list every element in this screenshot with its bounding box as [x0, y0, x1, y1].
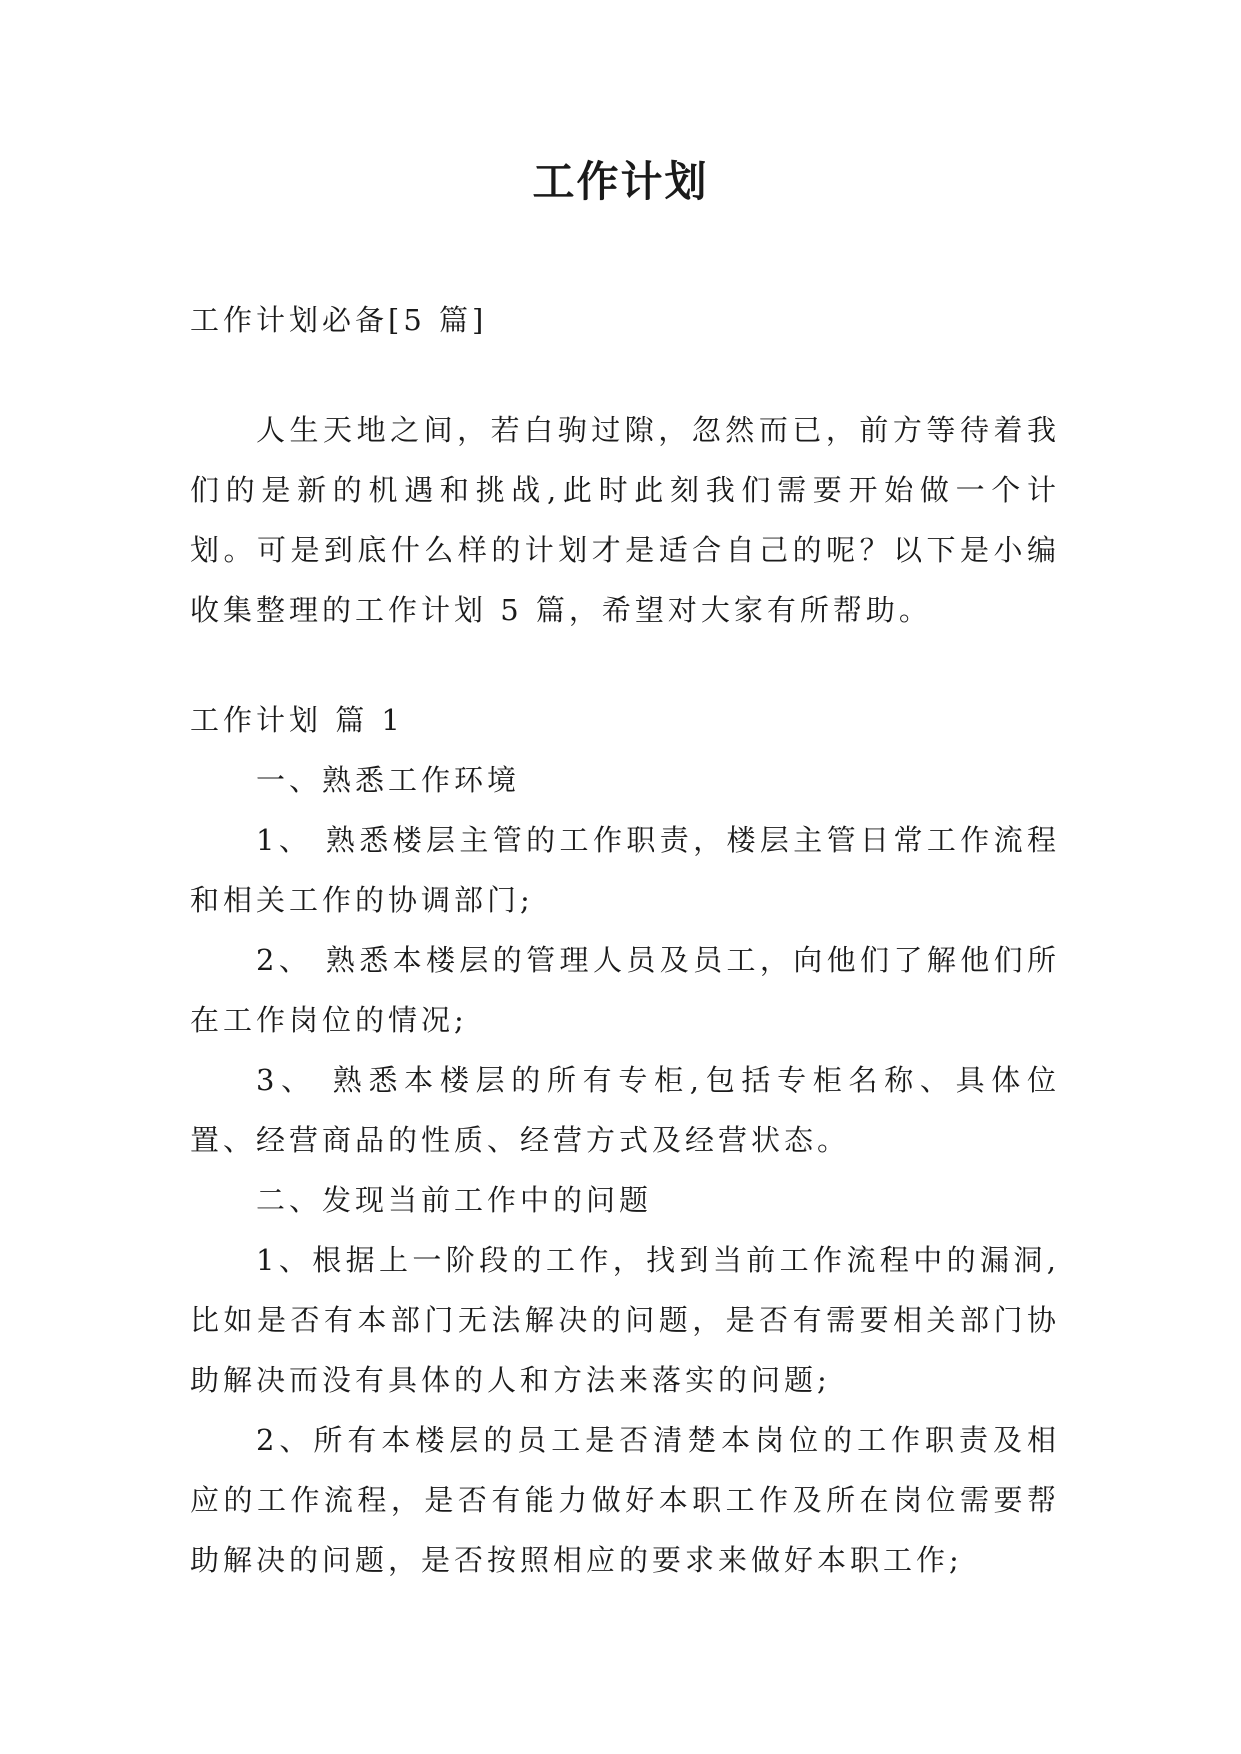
document-content: [190, 690, 1060, 1590]
section-heading-part1: 工作计划 篇 1: [190, 703, 404, 737]
list-item: 3、 熟悉本楼层的所有专柜,包括专柜名称、具体位置、经营商品的性质、经营方式及经营状态。: [190, 1063, 1060, 1157]
list-item: 1、根据上一阶段的工作，找到当前工作流程中的漏洞,比如是否有本部门无法解决的问题，是否有需要相关部门协助解决而没有具体的人和方法来落实的问题;: [190, 1243, 1060, 1397]
document-subtitle: 工作计划必备[5 篇]: [190, 303, 488, 337]
section-heading-familiarize: 一、熟悉工作环境: [256, 763, 521, 797]
section-heading-problems: 二、发现当前工作中的问题: [256, 1183, 653, 1217]
intro-paragraph: 人生天地之间，若白驹过隙，忽然而已，前方等待着我们的是新的机遇和挑战,此时此刻我们需要开始做一个计划。可是到底什么样的计划才是适合自己的呢？以下是小编收集整理的工作计划 5 篇，希望对大家有所帮助。: [190, 413, 1060, 627]
list-item: 2、 熟悉本楼层的管理人员及员工，向他们了解他们所在工作岗位的情况;: [190, 943, 1060, 1037]
document-title: 工作计划: [532, 157, 709, 206]
list-item: 1、 熟悉楼层主管的工作职责，楼层主管日常工作流程和相关工作的协调部门;: [190, 823, 1060, 917]
list-item: 2、所有本楼层的员工是否清楚本岗位的工作职责及相应的工作流程，是否有能力做好本职工作及所在岗位需要帮助解决的问题，是否按照相应的要求来做好本职工作;: [190, 1423, 1060, 1577]
